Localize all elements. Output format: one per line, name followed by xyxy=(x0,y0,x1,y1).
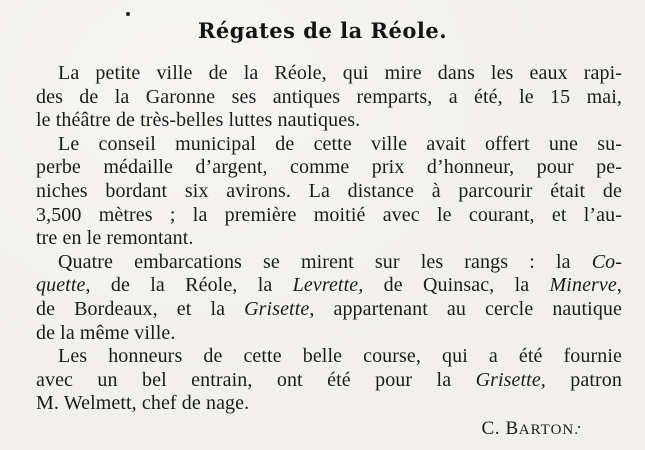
ink-speck xyxy=(126,12,130,16)
text-line xyxy=(36,62,622,86)
text-run: Quatre embarcations se mirent sur les rangs : la xyxy=(58,250,592,273)
text-run: Les honneurs de cette belle course, qui a été fournie xyxy=(58,345,622,368)
boat-name-italic: Levrette, xyxy=(292,274,364,297)
boat-name-italic: Minerve xyxy=(549,274,617,297)
text-line xyxy=(36,86,622,110)
text-line xyxy=(36,133,622,157)
text-run: le théâtre de très-belles luttes nautiques. xyxy=(36,109,361,132)
boat-name-italic: Co- xyxy=(591,250,622,273)
boat-name-italic: Grisette xyxy=(244,297,310,320)
text-run: La petite ville de la Réole, qui mire dans les eaux rapi- xyxy=(58,62,622,84)
text-run: avec un bel entrain, ont été pour la xyxy=(36,368,476,391)
text-run: tre en le remontant. xyxy=(36,227,194,250)
text-run: de la même ville. xyxy=(36,321,176,344)
text-run: Le conseil municipal de cette ville avait offert une su- xyxy=(58,132,622,155)
signature-initial: C. B xyxy=(481,418,519,439)
text-run: de Quinsac, la xyxy=(363,274,550,297)
text-line xyxy=(36,227,622,251)
text-run: , appartenant au cercle nautique xyxy=(309,297,622,320)
text-line xyxy=(36,345,622,369)
text-run: niches bordant six avirons. La distance à parcourir était de xyxy=(36,179,622,202)
article-title: Régates de la Réole. xyxy=(197,18,448,43)
article-body xyxy=(36,62,622,416)
text-line xyxy=(36,322,622,346)
text-line xyxy=(36,251,622,275)
text-line xyxy=(36,298,622,322)
text-run: , xyxy=(616,274,622,297)
text-line xyxy=(36,369,622,393)
text-run: perbe médaille d’argent, comme prix d’honneur, pour pe- xyxy=(36,156,622,179)
boat-name-italic: Grisette, xyxy=(475,368,546,391)
text-line xyxy=(36,274,622,298)
text-run: , de la Réole, la xyxy=(85,274,293,297)
author-signature xyxy=(482,418,580,440)
text-line xyxy=(36,109,622,133)
boat-name-italic: quette xyxy=(36,274,86,297)
text-line xyxy=(36,392,622,416)
text-run: patron xyxy=(545,368,622,391)
text-run: M. Welmett, chef de nage. xyxy=(36,392,250,415)
text-line xyxy=(36,204,622,228)
text-run: 3,500 mètres ; la première moitié avec le courant, et l’au- xyxy=(36,203,622,226)
text-run: de Bordeaux, et la xyxy=(36,297,245,320)
text-line xyxy=(36,180,622,204)
signature-surname: ARTON. xyxy=(518,422,579,438)
text-line xyxy=(36,156,622,180)
text-run: des de la Garonne ses antiques remparts, a été, le 15 mai, xyxy=(36,85,622,108)
